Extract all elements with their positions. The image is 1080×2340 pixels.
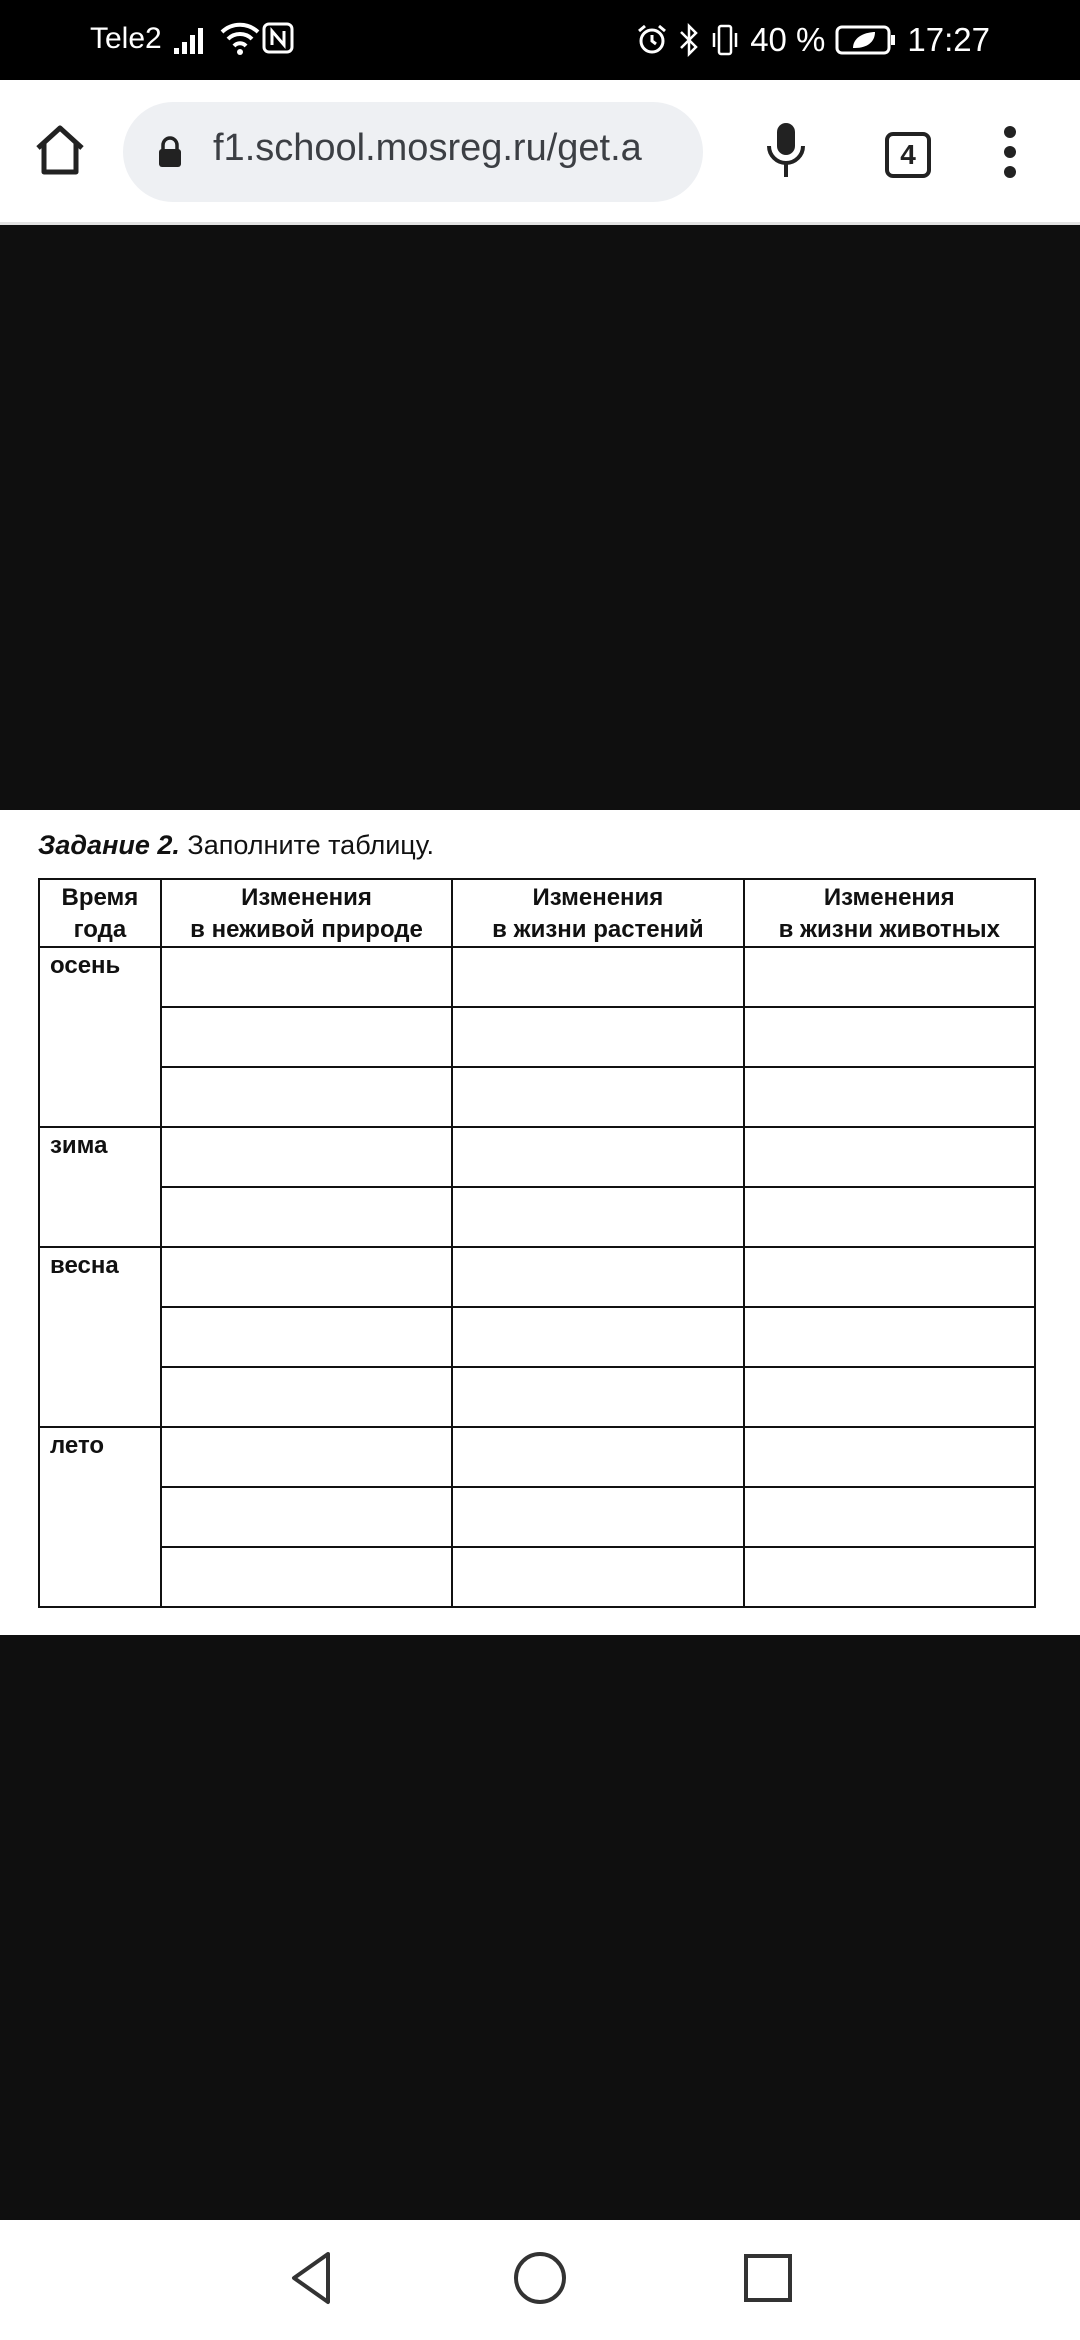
empty-cell	[161, 1187, 452, 1247]
season-cell: зима	[39, 1127, 161, 1247]
navigation-bar	[0, 2220, 1080, 2340]
task-instruction: Заполните таблицу.	[179, 830, 435, 860]
address-bar[interactable]	[123, 102, 703, 202]
season-cell: лето	[39, 1427, 161, 1607]
season-cell: весна	[39, 1247, 161, 1427]
header-animals: Изменения в жизни животных	[744, 879, 1035, 947]
empty-cell	[452, 1187, 743, 1247]
empty-cell	[744, 1307, 1035, 1367]
clock: 17:27	[907, 21, 990, 58]
empty-cell	[161, 1547, 452, 1607]
browser-toolbar	[0, 80, 1080, 225]
url-text[interactable]: f1.school.mosreg.ru/get.a	[213, 127, 642, 169]
empty-cell	[161, 947, 452, 1007]
vibrate-icon	[710, 23, 740, 57]
empty-cell	[744, 1007, 1035, 1067]
empty-cell	[744, 1427, 1035, 1487]
empty-cell	[161, 1427, 452, 1487]
table-body	[39, 947, 1035, 1607]
seasons-table	[38, 878, 1036, 1608]
wifi-icon	[218, 18, 262, 58]
empty-cell	[452, 947, 743, 1007]
home-nav-icon[interactable]	[508, 2246, 572, 2310]
recents-icon[interactable]	[736, 2246, 800, 2310]
empty-cell	[744, 1487, 1035, 1547]
empty-cell	[744, 1187, 1035, 1247]
table-row	[39, 1007, 1035, 1067]
task-heading	[38, 830, 434, 861]
table-row	[39, 1547, 1035, 1607]
image-dark-area-bottom	[0, 1635, 1080, 2220]
empty-cell	[744, 1367, 1035, 1427]
table-row	[39, 1487, 1035, 1547]
empty-cell	[452, 1067, 743, 1127]
season-cell: осень	[39, 947, 161, 1127]
lock-icon	[157, 136, 183, 168]
carrier-name: Tele2	[90, 22, 162, 55]
bluetooth-icon	[678, 23, 700, 57]
empty-cell	[452, 1487, 743, 1547]
signal-icon	[172, 24, 210, 54]
table-row	[39, 1187, 1035, 1247]
empty-cell	[452, 1367, 743, 1427]
table-row	[39, 1427, 1035, 1487]
empty-cell	[452, 1307, 743, 1367]
header-nonliving: Изменения в неживой природе	[161, 879, 452, 947]
mic-icon[interactable]	[762, 120, 810, 180]
empty-cell	[744, 1247, 1035, 1307]
worksheet-image	[0, 810, 1080, 1635]
tab-switcher-button[interactable]: 4	[885, 132, 931, 178]
more-options-icon[interactable]	[1000, 122, 1020, 182]
image-dark-area-top	[0, 228, 1080, 810]
empty-cell	[161, 1247, 452, 1307]
header-season: Время года	[39, 879, 161, 947]
table-row	[39, 1127, 1035, 1187]
empty-cell	[744, 1067, 1035, 1127]
empty-cell	[161, 1007, 452, 1067]
table-row	[39, 1367, 1035, 1427]
status-bar	[0, 0, 1080, 80]
home-icon[interactable]	[30, 120, 90, 180]
empty-cell	[744, 1127, 1035, 1187]
empty-cell	[161, 1127, 452, 1187]
task-label: Задание 2.	[38, 830, 180, 860]
table-row	[39, 1307, 1035, 1367]
empty-cell	[452, 1127, 743, 1187]
header-plants: Изменения в жизни растений	[452, 879, 743, 947]
empty-cell	[452, 1007, 743, 1067]
empty-cell	[161, 1487, 452, 1547]
empty-cell	[744, 947, 1035, 1007]
table-row	[39, 1247, 1035, 1307]
back-icon[interactable]	[280, 2246, 344, 2310]
alarm-icon	[636, 24, 668, 56]
empty-cell	[452, 1247, 743, 1307]
empty-cell	[161, 1367, 452, 1427]
empty-cell	[744, 1547, 1035, 1607]
empty-cell	[161, 1067, 452, 1127]
nfc-icon	[262, 22, 294, 54]
empty-cell	[161, 1307, 452, 1367]
battery-saver-icon	[835, 24, 897, 56]
battery-percent: 40 %	[750, 21, 826, 58]
empty-cell	[452, 1547, 743, 1607]
table-row	[39, 947, 1035, 1007]
empty-cell	[452, 1427, 743, 1487]
table-row	[39, 1067, 1035, 1127]
